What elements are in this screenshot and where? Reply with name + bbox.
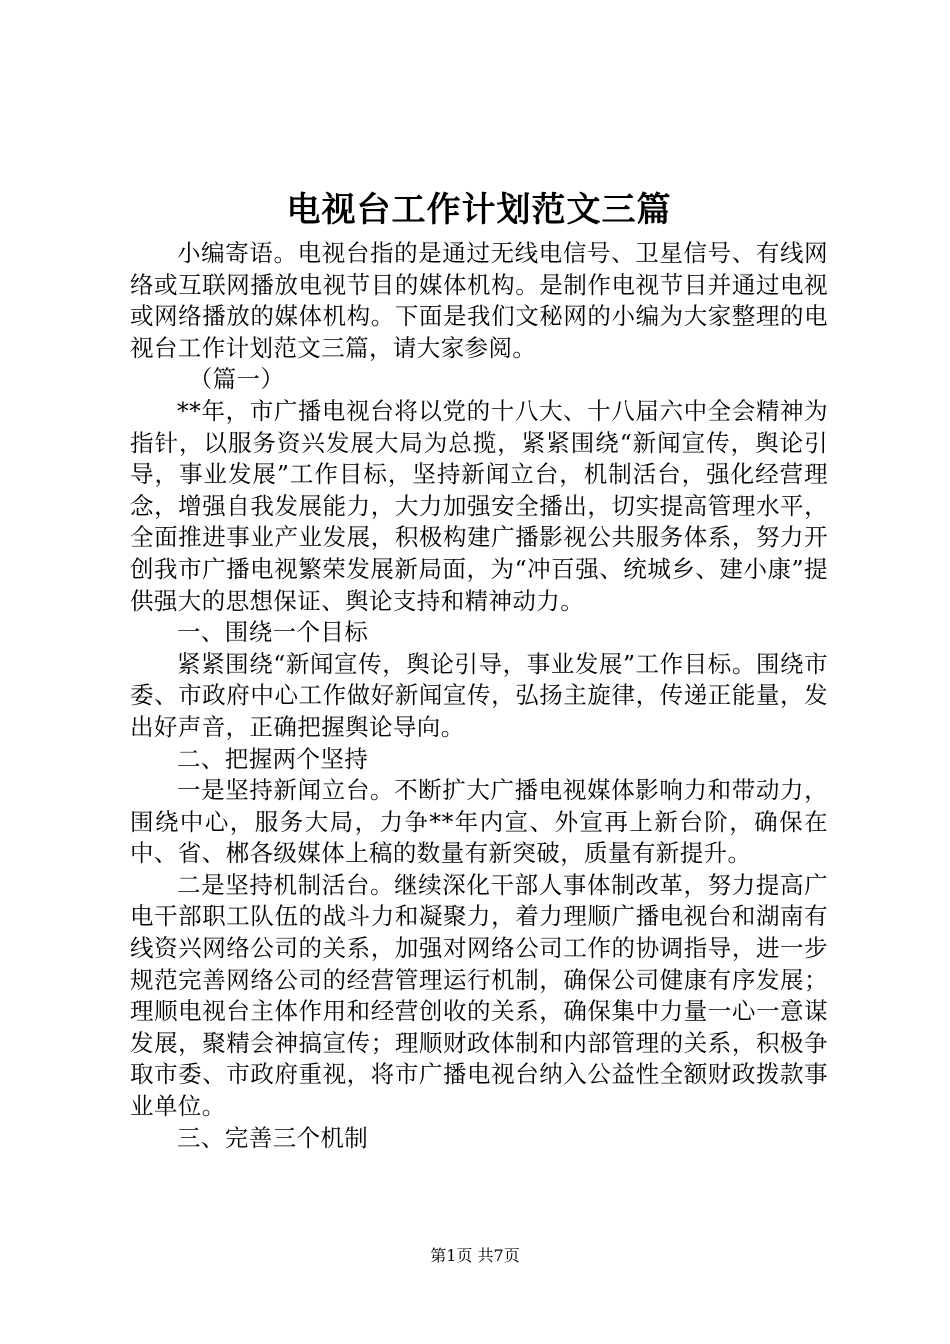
- intro-paragraph: 小编寄语。电视台指的是通过无线电信号、卫星信号、有线网络或互联网播放电视节目的媒体机构。是制作电视节目并通过电视或网络播放的媒体机构。下面是我们文秘网的小编为大家整理的电视台工作计划范文三篇，请大家参阅。: [130, 239, 828, 362]
- body-paragraph: 二是坚持机制活台。继续深化干部人事体制改革，努力提高广电干部职工队伍的战斗力和凝聚力，着力理顺广播电视台和湖南有线资兴网络公司的关系，加强对网络公司工作的协调指导，进一步规范完善网络公司的经营管理运行机制，确保公司健康有序发展；理顺电视台主体作用和经营创收的关系，确保集中力量一心一意谋发展，聚精会神搞宣传；理顺财政体制和内部管理的关系，积极争取市委、市政府重视，将市广播电视台纳入公益性全额财政拨款事业单位。: [130, 870, 828, 1121]
- body-paragraph: 紧紧围绕“新闻宣传，舆论引导，事业发展”工作目标。围绕市委、市政府中心工作做好新闻宣传，弘扬主旋律，传递正能量，发出好声音，正确把握舆论导向。: [130, 649, 828, 741]
- document-page: [130, 184, 828, 1154]
- body-paragraph: 一是坚持新闻立台。不断扩大广播电视媒体影响力和带动力，围绕中心，服务大局，力争**年内宣、外宣再上新台阶，确保在中、省、郴各级媒体上稿的数量有新突破，质量有新提升。: [130, 776, 828, 868]
- section-heading-two: 二、把握两个坚持: [177, 744, 369, 773]
- section-heading-three: 三、完善三个机制: [177, 1123, 369, 1152]
- section-heading-one: 一、围绕一个目标: [177, 618, 369, 647]
- document-title: 电视台工作计划范文三篇: [286, 190, 672, 230]
- body-paragraph: **年，市广播电视台将以党的十八大、十八届六中全会精神为指针，以服务资兴发展大局为总揽，紧紧围绕“新闻宣传，舆论引导，事业发展”工作目标，坚持新闻立台，机制活台，强化经营理念，增强自我发展能力，大力加强安全播出，切实提高管理水平，全面推进事业产业发展，积极构建广播影视公共服务体系，努力开创我市广播电视繁荣发展新局面，为“冲百强、统城乡、建小康”提供强大的思想保证、舆论支持和精神动力。: [130, 396, 828, 615]
- page-number-footer: 第1页 共7页: [430, 1246, 520, 1265]
- section-label-part-one: （篇一）: [188, 365, 285, 394]
